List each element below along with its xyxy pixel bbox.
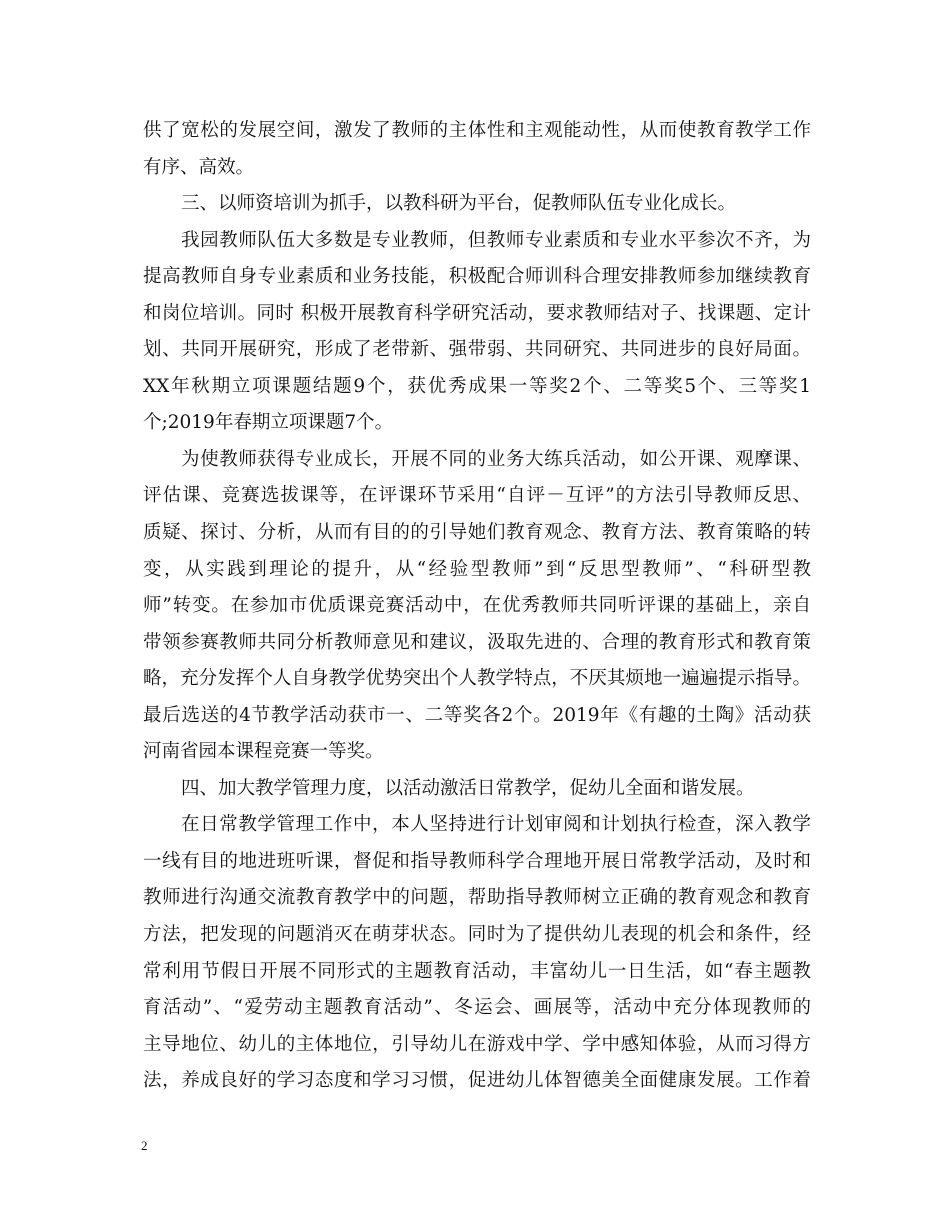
text-line: 我园教师队伍大多数是专业教师，但教师专业素质和专业水平参次不齐，为	[181, 229, 811, 251]
text-line: 一线有目的地进班听课，督促和指导教师科学合理地开展日常教学活动，及时和	[143, 850, 811, 872]
text-line: 河南省园本课程竞赛一等奖。	[143, 741, 384, 763]
text-line: XX年秋期立项课题结题9个，获优秀成果一等奖2个、二等奖5个、三等奖1	[143, 375, 811, 397]
text-line: 个;2019年春期立项课题7个。	[143, 412, 394, 434]
text-line: 质疑、探讨、分析，从而有目的的引导她们教育观念、教育方法、教育策略的转	[143, 522, 811, 544]
text-line: 评估课、竞赛选拔课等，在评课环节采用“自评－互评”的方法引导教师反思、	[143, 485, 811, 507]
section-heading: 三、以师资培训为抓手，以教科研为平台，促教师队伍专业化成长。	[181, 193, 737, 215]
text-line: 师”转变。在参加市优质课竞赛活动中，在优秀教师共同听评课的基础上，亲自	[143, 595, 811, 617]
section-heading: 四、加大教学管理力度，以活动激活日常教学，促幼儿全面和谐发展。	[181, 777, 755, 799]
text-line: 方法，把发现的问题消灭在萌芽状态。同时为了提供幼儿表现的机会和条件，经	[143, 924, 811, 946]
text-line: 变，从实践到理论的提升，从“经验型教师”到“反思型教师”、“科研型教	[143, 558, 811, 580]
text-line: 供了宽松的发展空间，激发了教师的主体性和主观能动性，从而使教育教学工作	[143, 120, 811, 141]
text-line: 为使教师获得专业成长，开展不同的业务大练兵活动，如公开课、观摩课、	[181, 448, 811, 470]
text-line: 最后选送的4节教学活动获市一、二等奖各2个。2019年《有趣的土陶》活动获	[143, 704, 811, 726]
text-line: 和岗位培训。同时 积极开展教育科学研究活动，要求教师结对子、找课题、定计	[143, 302, 811, 324]
text-line: 有序、高效。	[143, 156, 255, 178]
text-line: 在日常教学管理工作中，本人坚持进行计划审阅和计划执行检查，深入教学	[181, 814, 811, 836]
text-line: 教师进行沟通交流教育教学中的问题，帮助指导教师树立正确的教育观念和教育	[143, 887, 811, 909]
body-text	[143, 113, 811, 1100]
text-line: 法，养成良好的学习态度和学习习惯，促进幼儿体智德美全面健康发展。工作着	[143, 1070, 811, 1092]
text-line: 划、共同开展研究，形成了老带新、强带弱、共同研究、共同进步的良好局面。	[143, 339, 811, 361]
page-number: 2	[141, 1138, 148, 1153]
text-line: 常利用节假日开展不同形式的主题教育活动，丰富幼儿一日生活，如“春主题教	[143, 960, 811, 982]
text-line: 略，充分发挥个人自身教学优势突出个人教学特点，不厌其烦地一遍遍提示指导。	[143, 668, 811, 690]
text-line: 主导地位、幼儿的主体地位，引导幼儿在游戏中学、学中感知体验，从而习得方	[143, 1033, 811, 1055]
text-line: 带领参赛教师共同分析教师意见和建议，汲取先进的、合理的教育形式和教育策	[143, 631, 811, 653]
text-line: 提高教师自身专业素质和业务技能，积极配合师训科合理安排教师参加继续教育	[143, 266, 811, 288]
text-line: 育活动”、“爱劳动主题教育活动”、冬运会、画展等，活动中充分体现教师的	[143, 997, 811, 1019]
